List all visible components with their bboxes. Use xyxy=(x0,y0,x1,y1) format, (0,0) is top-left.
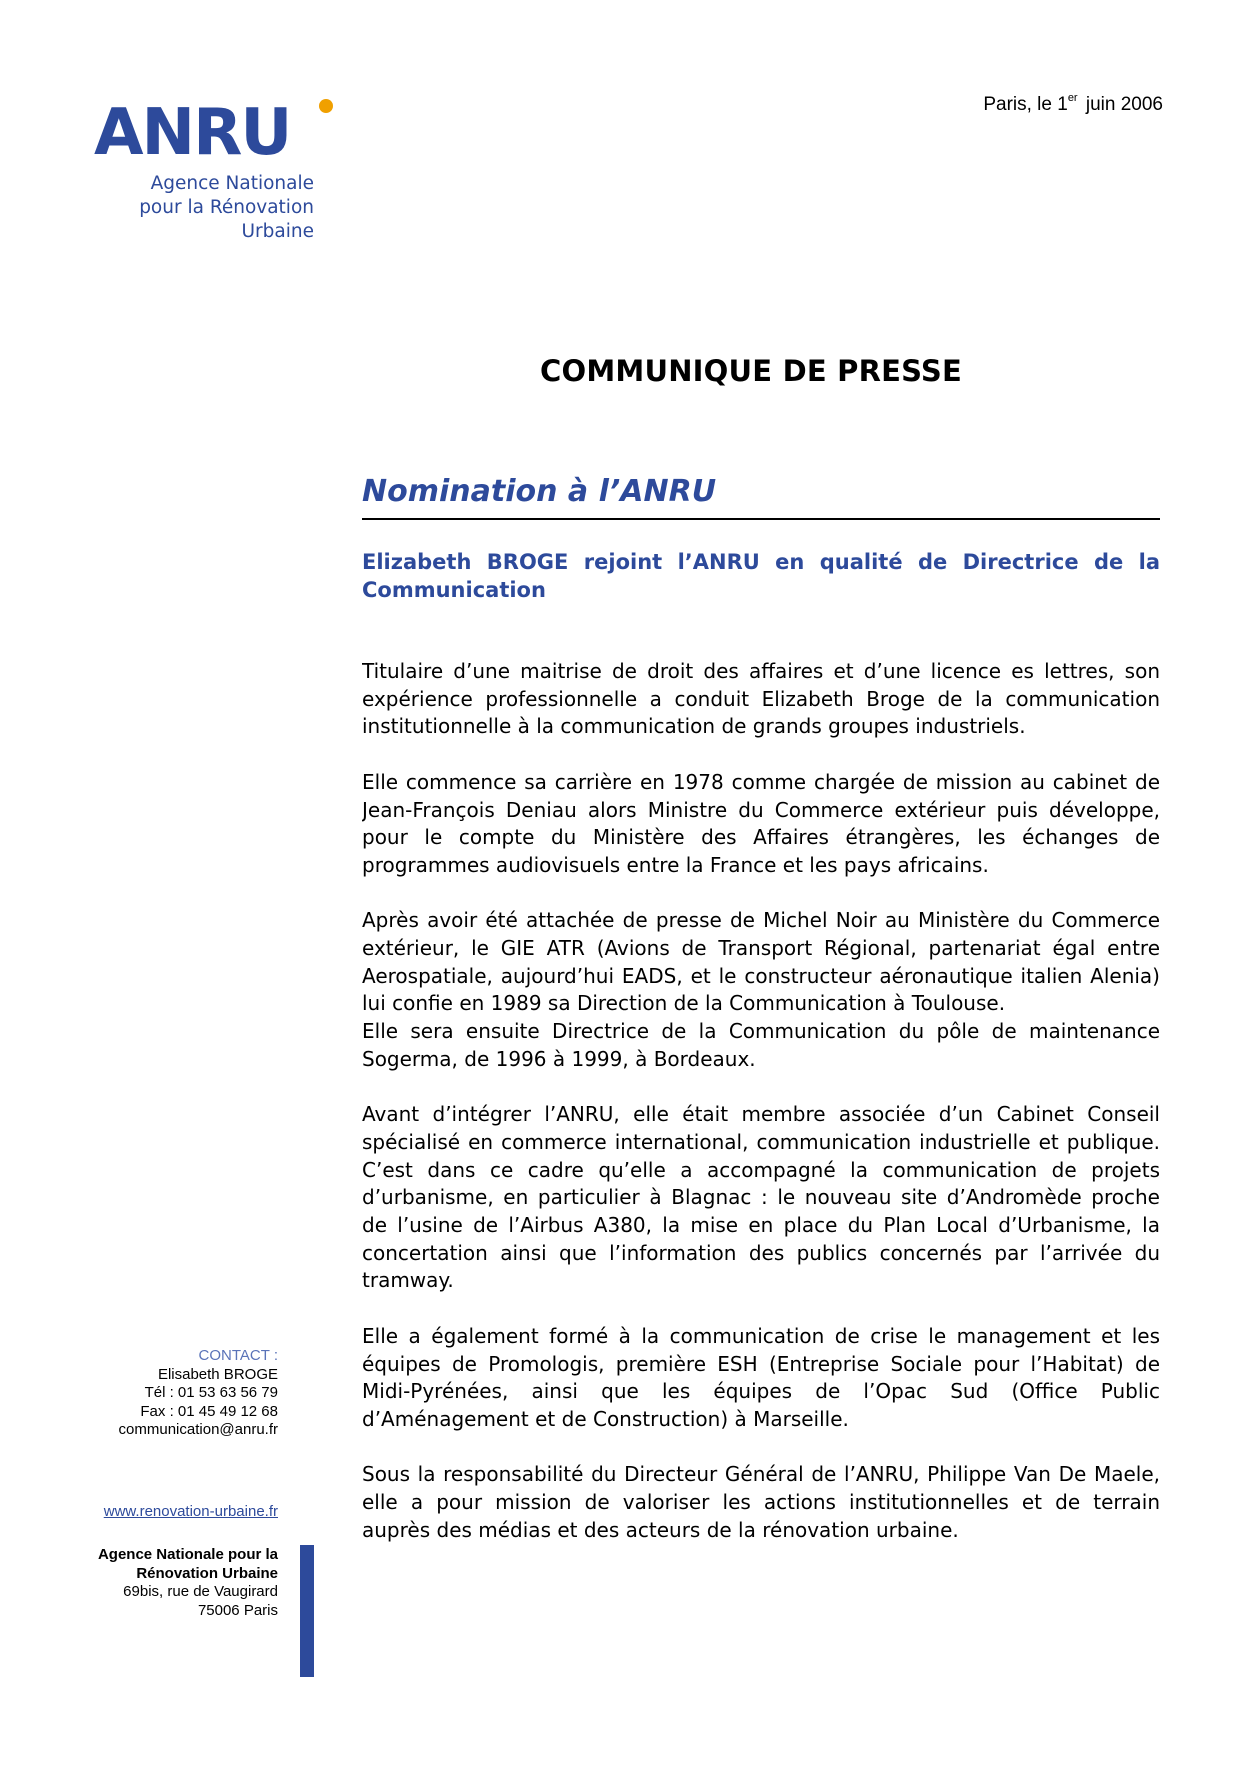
body-line: Aerospatiale, aujourd’hui EADS, et le constructeur aéronautique italien Alenia) xyxy=(362,963,1160,988)
subtitle xyxy=(362,548,1160,604)
body-line: C’est dans ce cadre qu’elle a accompagné la communication de projets xyxy=(362,1157,1160,1182)
body-line: Elle sera ensuite Directrice de la Communication du pôle de maintenance xyxy=(362,1019,1160,1044)
body-line: Avant d’intégrer l’ANRU, elle était membre associée d’un Cabinet Conseil xyxy=(362,1102,1160,1127)
logo-tagline-line: Agence Nationale xyxy=(150,173,314,194)
body-paragraph xyxy=(362,1018,1160,1073)
body-line: pour le compte du Ministère des Affaires étrangères, les échanges de xyxy=(362,825,1160,850)
body-paragraph xyxy=(362,769,1160,880)
address-org-line: Rénovation Urbaine xyxy=(136,1564,278,1582)
logo-tagline xyxy=(139,172,314,244)
logo-tagline-line: Urbaine xyxy=(241,221,314,242)
subtitle-line: Communication xyxy=(362,578,546,602)
body-line: Elle a également formé à la communication de crise le management et les xyxy=(362,1323,1160,1348)
body-line: auprès des médias et des acteurs de la rénovation urbaine. xyxy=(362,1517,959,1542)
body-line: Titulaire d’une maitrise de droit des affaires et d’une licence es lettres, son xyxy=(362,659,1160,683)
nomination-title: Nomination à l’ANRU xyxy=(362,472,1160,520)
date-prefix: Paris, le 1 xyxy=(983,94,1068,115)
body-line: programmes audiovisuels entre la France et les pays africains. xyxy=(362,852,989,877)
address-city: 75006 Paris xyxy=(197,1601,278,1619)
date-superscript: er xyxy=(1067,92,1078,104)
body-line: concertation ainsi que l’information des publics concernés par l’arrivée du xyxy=(362,1240,1160,1265)
document-date xyxy=(983,94,1163,116)
body-paragraph xyxy=(362,1323,1160,1434)
body-line: tramway. xyxy=(362,1268,454,1293)
subtitle-line: Elizabeth BROGE rejoint l’ANRU en qualité de Directrice de la xyxy=(362,550,1160,574)
body-line: d’urbanisme, en particulier à Blagnac : le nouveau site d’Andromède proche xyxy=(362,1185,1160,1210)
body-line: équipes de Promologis, première ESH (Entreprise Sociale pour l’Habitat) de xyxy=(362,1351,1160,1376)
address-street: 69bis, rue de Vaugirard xyxy=(123,1583,278,1600)
body-line: Après avoir été attachée de presse de Michel Noir au Ministère du Commerce xyxy=(362,908,1160,933)
body-line: Sogerma, de 1996 à 1999, à Bordeaux. xyxy=(362,1046,756,1071)
body-line: de l’usine de l’Airbus A380, la mise en place du Plan Local d’Urbanisme, la xyxy=(362,1213,1160,1238)
address-org-line: Agence Nationale pour la xyxy=(97,1546,278,1563)
anru-logo xyxy=(64,92,354,252)
body-line: d’Aménagement et de Construction) à Marseille. xyxy=(362,1406,849,1431)
website-link[interactable]: www.renovation-urbaine.fr xyxy=(103,1503,278,1520)
body-paragraph xyxy=(362,1461,1160,1544)
sidebar-accent-bar xyxy=(300,1545,314,1677)
contact-email[interactable]: communication@anru.fr xyxy=(118,1421,278,1438)
body-line: institutionnelle à la communication de grands groupes industriels. xyxy=(362,714,1026,739)
address-block xyxy=(98,1546,278,1620)
body-line: expérience professionnelle a conduit Elizabeth Broge de la communication xyxy=(362,686,1160,711)
body-line: elle a pour mission de valoriser les actions institutionnelles et de terrain xyxy=(362,1490,1160,1515)
body-line: spécialisé en commerce international, communication industrielle et publique. xyxy=(362,1129,1160,1154)
body-line: Sous la responsabilité du Directeur Général de l’ANRU, Philippe Van De Maele, xyxy=(362,1462,1160,1487)
contact-name: Elisabeth BROGE xyxy=(157,1365,278,1383)
body-paragraph xyxy=(362,658,1160,741)
anru-logo-mark xyxy=(94,92,344,172)
body-line: lui confie en 1989 sa Direction de la Communication à Toulouse. xyxy=(362,991,1006,1016)
body-line: extérieur, le GIE ATR (Avions de Transport Régional, partenariat égal entre xyxy=(362,936,1160,960)
body-line: Jean-François Deniau alors Ministre du Commerce extérieur puis développe, xyxy=(362,797,1160,822)
logo-dot xyxy=(319,99,333,113)
body-line: Midi-Pyrénées, ainsi que les équipes de l’Opac Sud (Office Public xyxy=(362,1379,1160,1404)
press-release-heading: COMMUNIQUE DE PRESSE xyxy=(540,354,963,388)
body-line: Elle commence sa carrière en 1978 comme chargée de mission au cabinet de xyxy=(362,769,1160,794)
date-suffix: juin 2006 xyxy=(1080,94,1163,115)
body-paragraph xyxy=(362,907,1160,1018)
contact-label: CONTACT : xyxy=(198,1347,278,1364)
body-paragraph xyxy=(362,1101,1160,1295)
anru-logo-letters: ANRU xyxy=(94,96,291,170)
logo-tagline-line: pour la Rénovation xyxy=(139,197,314,218)
contact-block xyxy=(119,1347,278,1440)
body-text xyxy=(362,658,1160,1572)
contact-phone: Tél : 01 53 63 56 79 xyxy=(144,1384,278,1401)
contact-fax: Fax : 01 45 49 12 68 xyxy=(140,1402,278,1420)
